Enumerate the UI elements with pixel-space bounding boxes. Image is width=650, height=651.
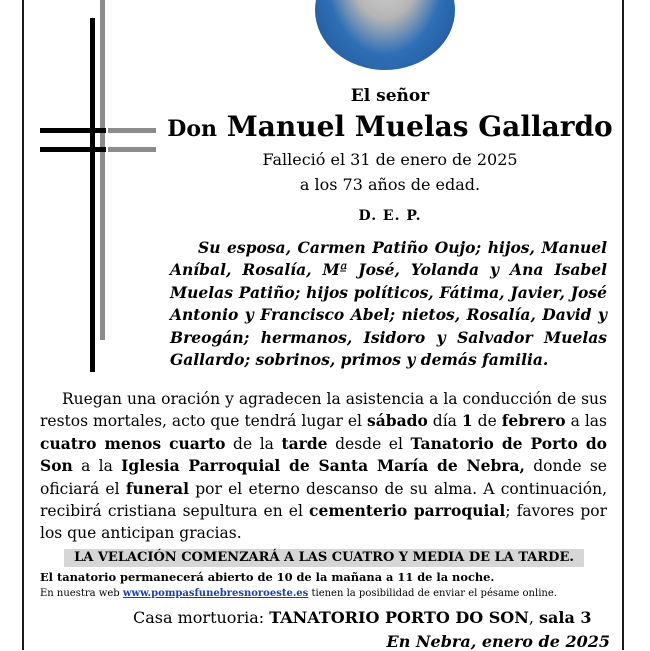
ceremony-paragraph: Ruegan una oración y agradecen la asistencia a la conducción de sus restos mortales, acto que tendrá lugar el sábado día 1 de febrero a las cuatro menos cuarto de la tarde desde el Tanatorio de Porto do Son a la Iglesia Parroquial de Santa María de Nebra, donde se oficiará el funeral por el eterno descanso de su alma. A continuación, recibirá cristiana sepultura en el cementerio parroquial; favores por los que anticipan gracias. [40,390,608,543]
portrait-photo [315,0,455,70]
velacion-banner: LA VELACIÓN COMENZARÁ A LAS CUATRO Y MEDIA DE LA TARDE. [64,549,584,567]
full-name: Manuel Muelas Gallardo [226,110,613,143]
left-border [22,0,24,650]
casa-mortuoria: Casa mortuoria: TANATORIO PORTO DO SON, sala 3 [133,608,592,627]
cross-horizontal-top [40,128,106,133]
cross-horizontal-top-gray [108,128,156,133]
death-date: Falleció el 31 de enero de 2025 [262,150,518,169]
tanatorio-hours: El tanatorio permanecerá abierto de 10 de la mañana a 11 de la noche. [40,570,495,584]
name-prefix: Don [167,116,217,142]
cross-horizontal-bottom [40,147,106,152]
cross-vertical-gray [100,0,105,340]
footer-date: En Nebra, enero de 2025 [386,632,610,651]
dep-abbrev: D. E. P. [358,208,422,224]
title-el-senor: El señor [350,86,430,106]
web-note: En nuestra web www.pompasfunebresnoroeste.es tienen la posibilidad de enviar el pésame online. [40,588,557,599]
website-link[interactable]: www.pompasfunebresnoroeste.es [122,588,309,599]
deceased-name [160,110,620,143]
family-paragraph: Su esposa, Carmen Patiño Oujo; hijos, Manuel Aníbal, Rosalía, Mª José, Yolanda y Ana Isabel Muelas Patiño; hijos políticos, Fátima, Javier, José Antonio y Francisco Abel; nietos, Rosalía, David y Breogán; hermanos, Isidoro y Salvador Muelas Gallardo; sobrinos, primos y demás familia. [170,238,607,370]
cross-horizontal-bottom-gray [108,147,156,152]
right-border [622,0,624,650]
cross-vertical-black [90,18,95,372]
age-line: a los 73 años de edad. [299,175,481,194]
